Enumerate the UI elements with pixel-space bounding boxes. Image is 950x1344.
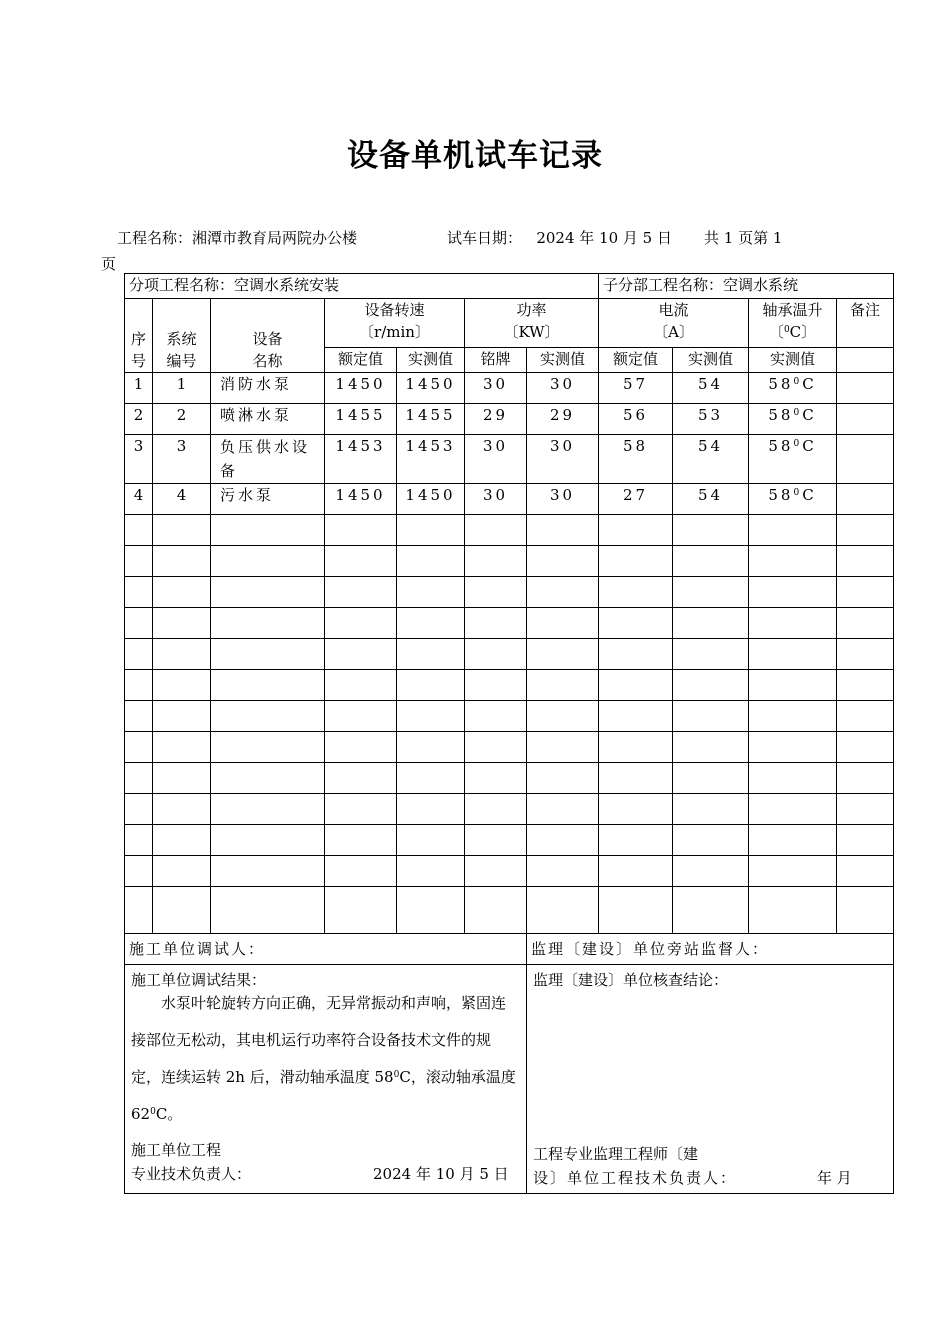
supervisor-cell: 监理〔建设〕单位旁站监督人：: [527, 934, 894, 965]
empty-cell: [599, 515, 673, 546]
empty-cell: [673, 608, 749, 639]
cell-speed-measured: 1450: [397, 373, 465, 404]
empty-cell: [749, 670, 837, 701]
cell-remark: [837, 404, 894, 435]
empty-cell: [465, 670, 527, 701]
empty-cell: [599, 794, 673, 825]
project-name: 湘潭市教育局两院办公楼: [192, 229, 358, 247]
cell-power-nameplate: 30: [465, 484, 527, 515]
test-date-line: [447, 227, 672, 248]
temp-unit: C: [802, 437, 817, 455]
col-power-header: [465, 299, 599, 348]
table-row: [125, 404, 894, 435]
empty-cell: [749, 577, 837, 608]
empty-cell: [125, 608, 153, 639]
empty-cell: [599, 856, 673, 887]
empty-cell: [837, 856, 894, 887]
empty-cell: [465, 763, 527, 794]
empty-cell: [153, 794, 211, 825]
empty-cell: [599, 887, 673, 934]
col-temp-open: 〔: [768, 323, 784, 341]
empty-cell: [397, 887, 465, 934]
empty-cell: [325, 546, 397, 577]
empty-cell: [325, 794, 397, 825]
empty-cell: [673, 856, 749, 887]
empty-cell: [325, 515, 397, 546]
empty-cell: [837, 670, 894, 701]
col-equip-line2: 名称: [252, 352, 283, 370]
sub-current-rated: 额定值: [599, 348, 673, 373]
result-label: 施工单位调试结果：: [131, 971, 267, 989]
empty-cell: [465, 856, 527, 887]
empty-cell: [465, 546, 527, 577]
empty-cell: [837, 608, 894, 639]
empty-cell: [211, 794, 325, 825]
cell-equip-name: 喷淋水泵: [211, 404, 325, 435]
empty-cell: [397, 732, 465, 763]
empty-cell: [153, 577, 211, 608]
cell-speed-rated: 1453: [325, 435, 397, 484]
col-temp-close: C〕: [789, 323, 817, 341]
empty-cell: [153, 825, 211, 856]
project-name-line: [117, 227, 357, 248]
col-sys-header: [153, 299, 211, 373]
col-power-line1: 功率: [516, 301, 547, 319]
temp-value: 58: [768, 375, 794, 393]
review-label: 监理〔建设〕单位核查结论：: [533, 971, 729, 989]
table-row: [125, 484, 894, 515]
project-name-label: 工程名称：: [117, 229, 193, 247]
empty-cell: [125, 515, 153, 546]
empty-cell: [211, 825, 325, 856]
temp-unit: C: [802, 375, 817, 393]
engineer-date: 年 月: [817, 1169, 852, 1187]
empty-cell: [211, 639, 325, 670]
cell-current-measured: 54: [673, 484, 749, 515]
cell-temp: [749, 435, 837, 484]
empty-cell: [599, 608, 673, 639]
empty-cell: [749, 887, 837, 934]
empty-cell: [599, 670, 673, 701]
empty-cell: [527, 515, 599, 546]
empty-cell: [749, 856, 837, 887]
cell-seq: 4: [125, 484, 153, 515]
col-temp-sup: 0: [783, 325, 790, 335]
empty-cell: [749, 608, 837, 639]
empty-cell: [465, 608, 527, 639]
empty-cell: [673, 670, 749, 701]
tech-lead-line2: 专业技术负责人：: [131, 1165, 252, 1183]
empty-cell: [211, 577, 325, 608]
empty-cell: [673, 825, 749, 856]
empty-cell: [211, 856, 325, 887]
sub-power-nameplate: 铭牌: [465, 348, 527, 373]
col-equip-line1: 设备: [252, 330, 283, 348]
empty-cell: [211, 608, 325, 639]
empty-cell: [527, 794, 599, 825]
empty-cell: [673, 732, 749, 763]
cell-power-measured: 30: [527, 484, 599, 515]
cell-remark: [837, 435, 894, 484]
empty-cell: [397, 670, 465, 701]
empty-cell: [599, 639, 673, 670]
empty-cell: [527, 670, 599, 701]
empty-cell: [465, 701, 527, 732]
review-cell: [527, 965, 894, 1194]
temp-unit: C: [802, 406, 817, 424]
empty-rows: [125, 515, 894, 934]
table-row: [125, 435, 894, 484]
empty-cell: [397, 825, 465, 856]
empty-cell: [673, 763, 749, 794]
empty-cell: [837, 887, 894, 934]
tech-lead-line1: 施工单位工程: [131, 1141, 222, 1159]
cell-current-measured: 53: [673, 404, 749, 435]
sub-temp-measured: 实测值: [749, 348, 837, 373]
empty-cell: [397, 794, 465, 825]
result-text: [131, 985, 520, 1133]
empty-cell: [465, 887, 527, 934]
empty-cell: [599, 546, 673, 577]
empty-row: [125, 608, 894, 639]
debugger-cell: 施工单位调试人：: [125, 934, 527, 965]
empty-cell: [325, 670, 397, 701]
empty-cell: [527, 608, 599, 639]
empty-cell: [211, 763, 325, 794]
empty-cell: [325, 825, 397, 856]
cell-current-measured: 54: [673, 435, 749, 484]
empty-cell: [599, 701, 673, 732]
empty-row: [125, 794, 894, 825]
empty-cell: [211, 670, 325, 701]
empty-cell: [153, 732, 211, 763]
result-cell: [125, 965, 527, 1194]
empty-cell: [153, 701, 211, 732]
empty-cell: [125, 639, 153, 670]
empty-cell: [125, 732, 153, 763]
empty-cell: [153, 546, 211, 577]
cell-equip-name: 负压供水设备: [211, 435, 325, 484]
cell-speed-measured: 1453: [397, 435, 465, 484]
empty-row: [125, 825, 894, 856]
col-current-header: [599, 299, 749, 348]
empty-cell: [465, 794, 527, 825]
temp-sup: 0: [793, 408, 803, 418]
empty-cell: [527, 887, 599, 934]
cell-current-measured: 54: [673, 373, 749, 404]
empty-cell: [527, 546, 599, 577]
col-sys-line2: 编号: [166, 352, 197, 370]
sub-remark-empty: [837, 348, 894, 373]
sub-current-measured: 实测值: [673, 348, 749, 373]
empty-cell: [465, 732, 527, 763]
cell-seq: 3: [125, 435, 153, 484]
empty-cell: [325, 577, 397, 608]
col-speed-header: [325, 299, 465, 348]
empty-cell: [527, 732, 599, 763]
empty-cell: [211, 515, 325, 546]
empty-row: [125, 670, 894, 701]
empty-row: [125, 856, 894, 887]
empty-cell: [673, 887, 749, 934]
empty-row: [125, 701, 894, 732]
empty-cell: [837, 732, 894, 763]
empty-cell: [397, 763, 465, 794]
empty-cell: [325, 608, 397, 639]
empty-cell: [325, 639, 397, 670]
empty-cell: [837, 577, 894, 608]
empty-cell: [397, 856, 465, 887]
col-current-line2: 〔A〕: [653, 323, 694, 341]
empty-cell: [211, 887, 325, 934]
cell-seq: 1: [125, 373, 153, 404]
sub-speed-rated: 额定值: [325, 348, 397, 373]
cell-power-measured: 30: [527, 435, 599, 484]
result-text-3: C。: [155, 1105, 183, 1123]
empty-cell: [153, 515, 211, 546]
empty-cell: [397, 577, 465, 608]
empty-cell: [325, 763, 397, 794]
cell-equip-name: 消防水泵: [211, 373, 325, 404]
empty-row: [125, 887, 894, 934]
empty-cell: [397, 546, 465, 577]
result-sup-1: 0: [393, 1070, 400, 1080]
empty-cell: [837, 515, 894, 546]
empty-cell: [749, 639, 837, 670]
col-temp-line1: 轴承温升: [762, 301, 823, 319]
col-power-line2: 〔KW〕: [503, 323, 560, 341]
cell-remark: [837, 373, 894, 404]
page-count: 共 1 页第 1: [704, 229, 783, 247]
empty-cell: [125, 794, 153, 825]
empty-cell: [673, 794, 749, 825]
empty-cell: [465, 515, 527, 546]
cell-speed-rated: 1450: [325, 484, 397, 515]
empty-cell: [211, 701, 325, 732]
empty-cell: [153, 639, 211, 670]
empty-cell: [153, 670, 211, 701]
cell-power-nameplate: 30: [465, 435, 527, 484]
empty-cell: [599, 825, 673, 856]
cell-speed-measured: 1455: [397, 404, 465, 435]
sub-project-cell: 分项工程名称：空调水系统安装: [125, 274, 599, 299]
empty-cell: [599, 732, 673, 763]
cell-speed-rated: 1455: [325, 404, 397, 435]
empty-cell: [749, 732, 837, 763]
cell-power-nameplate: 29: [465, 404, 527, 435]
engineer-line2: 设〕单位工程技术负责人：: [533, 1169, 738, 1187]
empty-cell: [125, 546, 153, 577]
empty-cell: [527, 825, 599, 856]
empty-cell: [527, 577, 599, 608]
empty-cell: [837, 763, 894, 794]
cell-current-rated: 57: [599, 373, 673, 404]
empty-cell: [153, 608, 211, 639]
empty-cell: [397, 515, 465, 546]
empty-cell: [749, 546, 837, 577]
empty-cell: [599, 763, 673, 794]
test-record-table: [124, 273, 894, 1194]
col-temp-line2: [749, 321, 836, 343]
empty-cell: [125, 577, 153, 608]
cell-equip-name: 污水泵: [211, 484, 325, 515]
empty-cell: [527, 701, 599, 732]
empty-cell: [125, 887, 153, 934]
empty-cell: [599, 577, 673, 608]
empty-cell: [465, 577, 527, 608]
empty-cell: [153, 856, 211, 887]
empty-row: [125, 763, 894, 794]
cell-power-measured: 29: [527, 404, 599, 435]
temp-value: 58: [768, 486, 794, 504]
temp-sup: 0: [793, 488, 803, 498]
empty-cell: [153, 763, 211, 794]
page-suffix: 页: [101, 255, 117, 273]
cell-sys: 3: [153, 435, 211, 484]
empty-row: [125, 577, 894, 608]
sub-speed-measured: 实测值: [397, 348, 465, 373]
empty-cell: [837, 546, 894, 577]
cell-remark: [837, 484, 894, 515]
cell-seq: 2: [125, 404, 153, 435]
tech-lead-date: 2024 年 10 月 5 日: [373, 1165, 509, 1183]
empty-cell: [397, 701, 465, 732]
empty-cell: [125, 763, 153, 794]
empty-row: [125, 515, 894, 546]
result-sup-2: 0: [150, 1107, 156, 1117]
empty-cell: [153, 887, 211, 934]
empty-cell: [749, 794, 837, 825]
empty-cell: [397, 639, 465, 670]
table-row: [125, 373, 894, 404]
cell-sys: 1: [153, 373, 211, 404]
temp-unit: C: [802, 486, 817, 504]
empty-row: [125, 639, 894, 670]
empty-cell: [397, 608, 465, 639]
result-text-2: C，滚动轴承温度 62: [131, 1068, 516, 1123]
temp-sup: 0: [793, 377, 803, 387]
empty-row: [125, 732, 894, 763]
empty-cell: [465, 639, 527, 670]
empty-cell: [125, 825, 153, 856]
empty-cell: [837, 794, 894, 825]
cell-power-nameplate: 30: [465, 373, 527, 404]
empty-cell: [125, 670, 153, 701]
empty-cell: [749, 763, 837, 794]
col-seq-line1: 序: [130, 330, 146, 348]
col-sys-line1: 系统: [166, 330, 197, 348]
engineer-line1: 工程专业监理工程师〔建: [533, 1145, 699, 1163]
result-text-1: 水泵叶轮旋转方向正确，无异常振动和声响，紧固连接部位无松动，其电机运行功率符合设备技术文件的规定，连续运转 2h 后，滑动轴承温度 58: [131, 994, 507, 1086]
empty-cell: [211, 732, 325, 763]
empty-cell: [673, 546, 749, 577]
empty-cell: [749, 515, 837, 546]
cell-temp: [749, 404, 837, 435]
temp-sup: 0: [793, 439, 803, 449]
col-equip-header: [211, 299, 325, 373]
cell-sys: 4: [153, 484, 211, 515]
test-date-label: 试车日期：: [447, 229, 523, 247]
empty-cell: [325, 701, 397, 732]
sub-division-cell: 子分部工程名称：空调水系统: [599, 274, 894, 299]
empty-cell: [125, 701, 153, 732]
empty-row: [125, 546, 894, 577]
test-date: 2024 年 10 月 5 日: [536, 229, 672, 247]
cell-power-measured: 30: [527, 373, 599, 404]
empty-cell: [527, 763, 599, 794]
col-seq-line2: 号: [130, 352, 146, 370]
col-temp-header: [749, 299, 837, 348]
empty-cell: [673, 701, 749, 732]
empty-cell: [749, 825, 837, 856]
temp-value: 58: [768, 406, 794, 424]
empty-cell: [125, 856, 153, 887]
empty-cell: [673, 577, 749, 608]
empty-cell: [211, 546, 325, 577]
cell-sys: 2: [153, 404, 211, 435]
empty-cell: [527, 856, 599, 887]
empty-cell: [673, 515, 749, 546]
col-speed-line1: 设备转速: [364, 301, 425, 319]
cell-temp: [749, 373, 837, 404]
empty-cell: [325, 856, 397, 887]
col-remark-header: 备注: [837, 299, 894, 348]
cell-current-rated: 27: [599, 484, 673, 515]
empty-cell: [527, 639, 599, 670]
empty-cell: [837, 639, 894, 670]
empty-cell: [837, 701, 894, 732]
empty-cell: [325, 887, 397, 934]
cell-speed-rated: 1450: [325, 373, 397, 404]
sub-power-measured: 实测值: [527, 348, 599, 373]
cell-temp: [749, 484, 837, 515]
col-seq-header: [125, 299, 153, 373]
col-current-line1: 电流: [658, 301, 689, 319]
temp-value: 58: [768, 437, 794, 455]
empty-cell: [465, 825, 527, 856]
cell-current-rated: 58: [599, 435, 673, 484]
empty-cell: [673, 639, 749, 670]
empty-cell: [837, 825, 894, 856]
empty-cell: [325, 732, 397, 763]
col-speed-line2: 〔r/min〕: [359, 323, 430, 341]
cell-speed-measured: 1450: [397, 484, 465, 515]
empty-cell: [749, 701, 837, 732]
page-title: 设备单机试车记录: [347, 138, 603, 174]
cell-current-rated: 56: [599, 404, 673, 435]
